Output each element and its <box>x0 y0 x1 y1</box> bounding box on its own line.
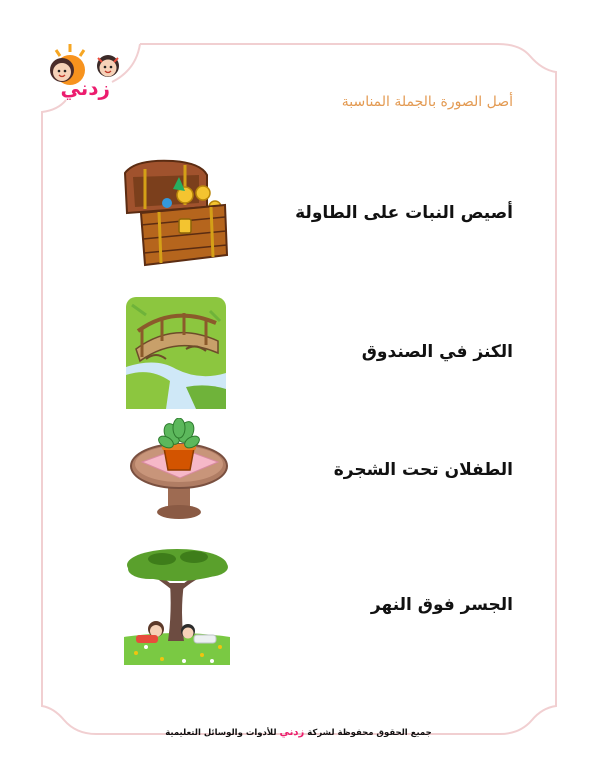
copyright-footer <box>0 727 597 738</box>
sentence-3[interactable]: الطفلان تحت الشجرة <box>333 460 513 480</box>
treasure-chest-icon[interactable] <box>115 155 235 270</box>
brand-logo-text: زدني <box>60 76 110 100</box>
sentence-2[interactable]: الكنز في الصندوق <box>361 342 513 362</box>
instruction-text: أصل الصورة بالجملة المناسبة <box>341 94 513 110</box>
sentence-1[interactable]: أصيص النبات على الطاولة <box>295 203 513 223</box>
bridge-over-river-icon[interactable] <box>126 297 226 409</box>
footer-suffix: للأدوات والوسائل التعليمية <box>165 728 277 738</box>
sentence-4[interactable]: الجسر فوق النهر <box>370 595 513 615</box>
footer-prefix: جميع الحقوق محفوظة لشركة <box>307 728 432 738</box>
children-under-tree-icon[interactable] <box>122 543 232 667</box>
footer-brand: زدني <box>279 727 305 738</box>
boy-face-icon <box>97 55 119 77</box>
potted-plant-on-table-icon[interactable] <box>128 418 230 524</box>
